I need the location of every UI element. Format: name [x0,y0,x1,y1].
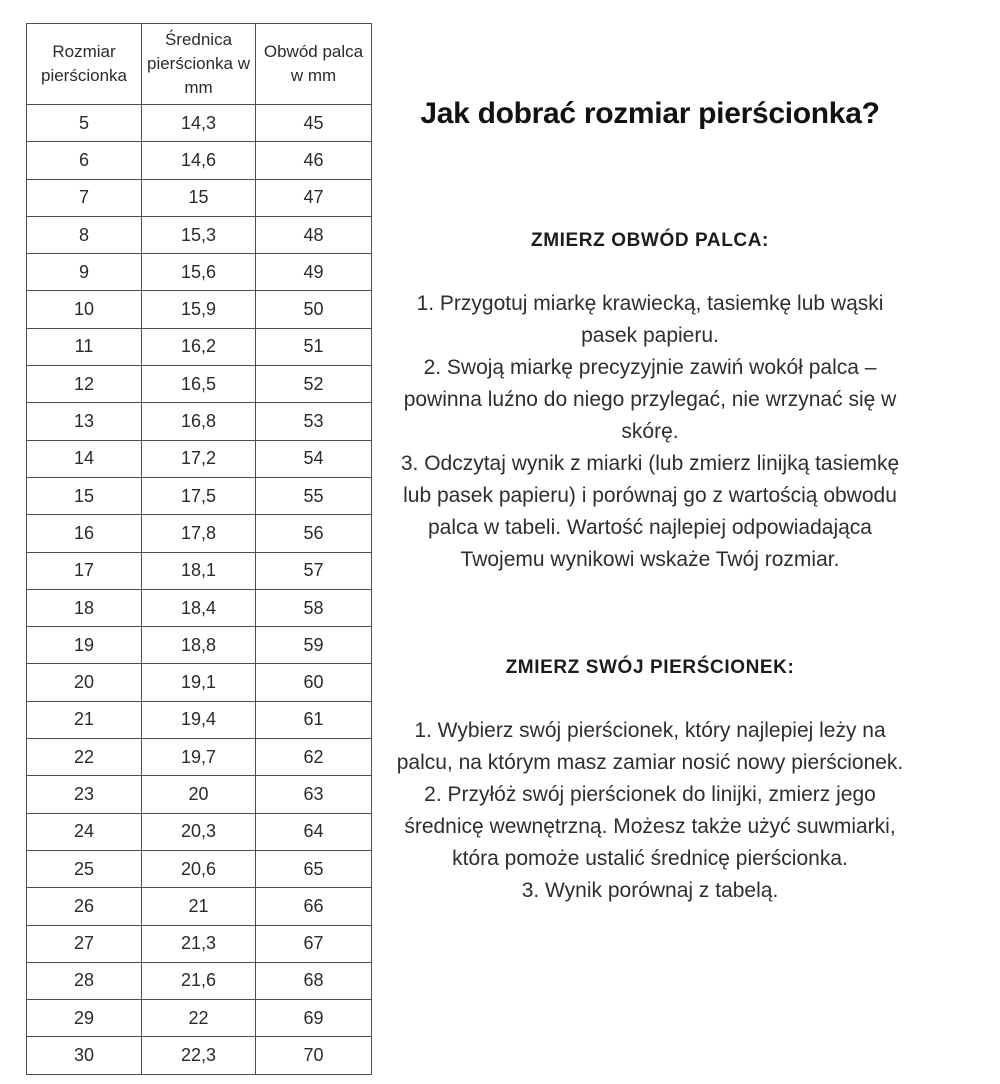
cell-ring-size: 17 [27,552,142,589]
cell-finger-circumference: 48 [256,216,372,253]
cell-ring-diameter: 16,5 [142,366,256,403]
cell-finger-circumference: 47 [256,179,372,216]
step-text: 2. Swoją miarkę precyzyjnie zawiń wokół palca – powinna luźno do niego przylegać, nie wrzynać się w skórę. [403,356,897,443]
step-text: 3. Odczytaj wynik z miarki (lub zmierz linijką tasiemkę lub pasek papieru) i porównaj go z wartością obwodu palca w tabeli. Wartość najlepiej odpowiadająca Twojemu wynikowi wskaże Twój rozmiar. [400,452,900,571]
cell-finger-circumference: 59 [256,627,372,664]
cell-ring-diameter: 17,2 [142,440,256,477]
guide-column [390,0,910,1084]
table-row [27,925,372,962]
table-row [27,515,372,552]
cell-ring-size: 10 [27,291,142,328]
table-row [27,216,372,253]
cell-ring-size: 16 [27,515,142,552]
table-row [27,552,372,589]
step-text: 2. Przyłóż swój pierścionek do linijki, zmierz jego średnicę wewnętrzną. Możesz także użyć suwmiarki, która pomoże ustalić średnicę pierścionka. [404,783,896,870]
cell-ring-diameter: 21 [142,888,256,925]
table-row [27,254,372,291]
cell-finger-circumference: 56 [256,515,372,552]
cell-ring-diameter: 18,4 [142,589,256,626]
cell-ring-size: 20 [27,664,142,701]
cell-finger-circumference: 70 [256,1037,372,1074]
cell-ring-diameter: 16,8 [142,403,256,440]
cell-ring-diameter: 15 [142,179,256,216]
cell-finger-circumference: 63 [256,776,372,813]
cell-ring-diameter: 20,6 [142,850,256,887]
cell-finger-circumference: 69 [256,1000,372,1037]
cell-finger-circumference: 64 [256,813,372,850]
steps-measure-finger [390,288,910,576]
cell-ring-diameter: 18,1 [142,552,256,589]
table-row [27,962,372,999]
cell-ring-size: 21 [27,701,142,738]
cell-ring-diameter: 21,6 [142,962,256,999]
table-row [27,627,372,664]
cell-ring-size: 5 [27,105,142,142]
header-finger-circumference: Obwód palca w mm [256,24,372,105]
table-row [27,813,372,850]
cell-ring-size: 8 [27,216,142,253]
cell-finger-circumference: 46 [256,142,372,179]
cell-finger-circumference: 51 [256,328,372,365]
cell-ring-diameter: 14,6 [142,142,256,179]
cell-ring-size: 9 [27,254,142,291]
table-row [27,366,372,403]
cell-finger-circumference: 60 [256,664,372,701]
cell-finger-circumference: 50 [256,291,372,328]
table-row [27,850,372,887]
steps-measure-ring [390,715,910,907]
cell-finger-circumference: 52 [256,366,372,403]
cell-finger-circumference: 49 [256,254,372,291]
section-heading-measure-ring: ZMIERZ SWÓJ PIERŚCIONEK: [505,657,795,678]
table-row [27,477,372,514]
cell-ring-size: 22 [27,739,142,776]
cell-ring-size: 15 [27,477,142,514]
cell-ring-diameter: 19,4 [142,701,256,738]
cell-ring-size: 18 [27,589,142,626]
table-row [27,440,372,477]
cell-ring-diameter: 19,7 [142,739,256,776]
cell-ring-diameter: 20,3 [142,813,256,850]
cell-finger-circumference: 58 [256,589,372,626]
page-title: Jak dobrać rozmiar pierścionka? [420,97,880,130]
cell-ring-diameter: 19,1 [142,664,256,701]
cell-finger-circumference: 55 [256,477,372,514]
cell-ring-diameter: 14,3 [142,105,256,142]
cell-ring-size: 30 [27,1037,142,1074]
cell-ring-size: 24 [27,813,142,850]
cell-ring-size: 14 [27,440,142,477]
cell-ring-diameter: 17,8 [142,515,256,552]
table-row [27,1037,372,1074]
ring-size-table [26,23,372,1075]
cell-finger-circumference: 53 [256,403,372,440]
cell-ring-size: 28 [27,962,142,999]
table-row [27,291,372,328]
cell-finger-circumference: 65 [256,850,372,887]
table-header-row [27,24,372,105]
cell-ring-diameter: 20 [142,776,256,813]
step-text: 1. Przygotuj miarkę krawiecką, tasiemkę lub wąski pasek papieru. [416,292,884,347]
cell-ring-diameter: 15,6 [142,254,256,291]
table-row [27,142,372,179]
cell-finger-circumference: 61 [256,701,372,738]
ring-size-table-container [26,23,371,1066]
section-heading-measure-finger: ZMIERZ OBWÓD PALCA: [531,230,769,251]
cell-ring-diameter: 17,5 [142,477,256,514]
cell-ring-diameter: 15,9 [142,291,256,328]
table-row [27,1000,372,1037]
cell-ring-diameter: 22,3 [142,1037,256,1074]
cell-ring-diameter: 15,3 [142,216,256,253]
cell-ring-diameter: 22 [142,1000,256,1037]
table-row [27,589,372,626]
cell-ring-diameter: 21,3 [142,925,256,962]
cell-ring-size: 6 [27,142,142,179]
table-row [27,888,372,925]
cell-finger-circumference: 67 [256,925,372,962]
cell-ring-size: 26 [27,888,142,925]
cell-finger-circumference: 57 [256,552,372,589]
cell-ring-size: 12 [27,366,142,403]
cell-ring-size: 13 [27,403,142,440]
cell-ring-size: 25 [27,850,142,887]
table-row [27,739,372,776]
table-row [27,664,372,701]
table-row [27,105,372,142]
cell-ring-size: 7 [27,179,142,216]
cell-ring-size: 11 [27,328,142,365]
cell-ring-size: 29 [27,1000,142,1037]
cell-ring-size: 27 [27,925,142,962]
step-text: 3. Wynik porównaj z tabelą. [521,879,779,902]
cell-finger-circumference: 68 [256,962,372,999]
step-text: 1. Wybierz swój pierścionek, który najlepiej leży na palcu, na którym masz zamiar nosić nowy pierścionek. [396,719,904,774]
cell-finger-circumference: 54 [256,440,372,477]
header-ring-diameter: Średnica pierścionka w mm [142,24,256,105]
table-row [27,776,372,813]
table-row [27,328,372,365]
table-row [27,403,372,440]
header-ring-size: Rozmiar pierścionka [27,24,142,105]
cell-ring-size: 23 [27,776,142,813]
ring-size-table-body [27,105,372,1075]
cell-ring-diameter: 18,8 [142,627,256,664]
table-row [27,701,372,738]
cell-ring-diameter: 16,2 [142,328,256,365]
cell-finger-circumference: 66 [256,888,372,925]
cell-finger-circumference: 62 [256,739,372,776]
cell-finger-circumference: 45 [256,105,372,142]
table-row [27,179,372,216]
cell-ring-size: 19 [27,627,142,664]
